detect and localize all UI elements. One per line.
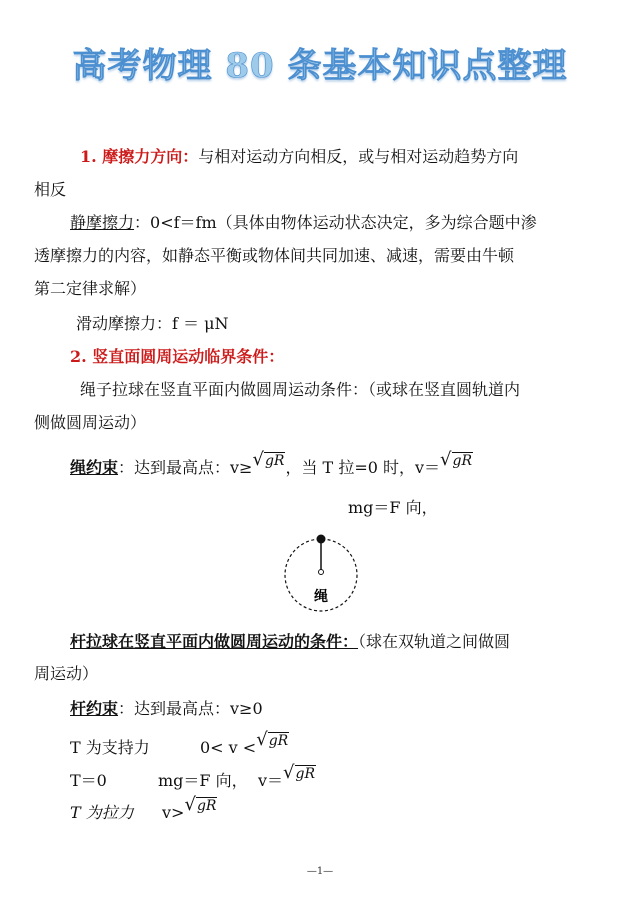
rope-line1: 绳子拉球在竖直平面内做圆周运动条件：（或球在竖直圆轨道内 [80,380,521,399]
rod-heading-rest: （球在双轨道之间做圆 [358,632,511,651]
t-zero-cond-b [258,762,316,792]
diagram-label: 绳 [314,589,328,605]
rod-constraint [70,699,263,719]
t-support: T 为支持力 [70,738,150,757]
s1-heading: 1. 摩擦力方向： [80,147,199,166]
sqrt-gR-5: √gR [184,794,217,815]
rod-line2: 周运动） [34,664,99,683]
s1-static [70,213,537,233]
rope-label: 绳约束 [70,458,119,477]
t-pull-cond-text: v> [162,803,185,822]
sqrt-gR-1: √gR [252,449,285,470]
static-friction-label: 静摩擦力 [70,213,135,232]
rope-line2: 侧做圆周运动） [34,413,147,432]
sliding-friction: 滑动摩擦力：f ＝ μN [76,314,229,333]
s2-heading: 2. 竖直面圆周运动临界条件： [70,347,285,366]
rod-heading: 杆拉球在竖直平面内做圆周运动的条件： [70,632,359,651]
rope-text-b: ，当 T 拉=0 时，v＝ [285,458,441,477]
center-pivot [319,570,324,575]
t-zero: T＝0 [70,771,107,790]
t-pull: T 为拉力 [70,803,134,822]
rope-circle-diagram [281,531,361,613]
ball [317,535,326,544]
t-zero-cond-a: mg＝F 向， [158,771,248,790]
s1-line1-rest: 与相对运动方向相反，或与相对运动趋势方向 [198,147,519,166]
mg-equation: mg＝F 向， [348,498,438,517]
t-support-cond [200,729,289,759]
rod-text: ：达到最高点：v≥0 [118,699,263,718]
rope-text-a: ：达到最高点：v≥ [118,458,253,477]
t-pull-cond [162,794,217,824]
rope-constraint [70,449,473,479]
s1-line4: 透摩擦力的内容，如静态平衡或物体间共同加速、减速，需要由牛顿 [34,246,515,265]
static-colon: ： [134,213,151,232]
rod-label: 杆约束 [70,699,119,718]
static-friction-text: 0<f＝fm（具体由物体运动状态决定，多为综合题中渗 [150,213,537,232]
sqrt-gR-2: √gR [440,449,473,470]
s1-line1 [80,147,518,167]
page-title: 高考物理 80 条基本知识点整理 [72,46,568,86]
sqrt-gR-3: √gR [256,729,289,750]
s1-line5: 第二定律求解） [34,279,147,298]
page-number: —1— [306,866,334,877]
t-zero-cond-b-text: v＝ [258,771,284,790]
rod-heading-line [70,632,510,652]
sqrt-gR-4: √gR [283,762,316,783]
s1-line2: 相反 [34,180,67,199]
t-support-cond-text: 0< v < [200,738,257,757]
